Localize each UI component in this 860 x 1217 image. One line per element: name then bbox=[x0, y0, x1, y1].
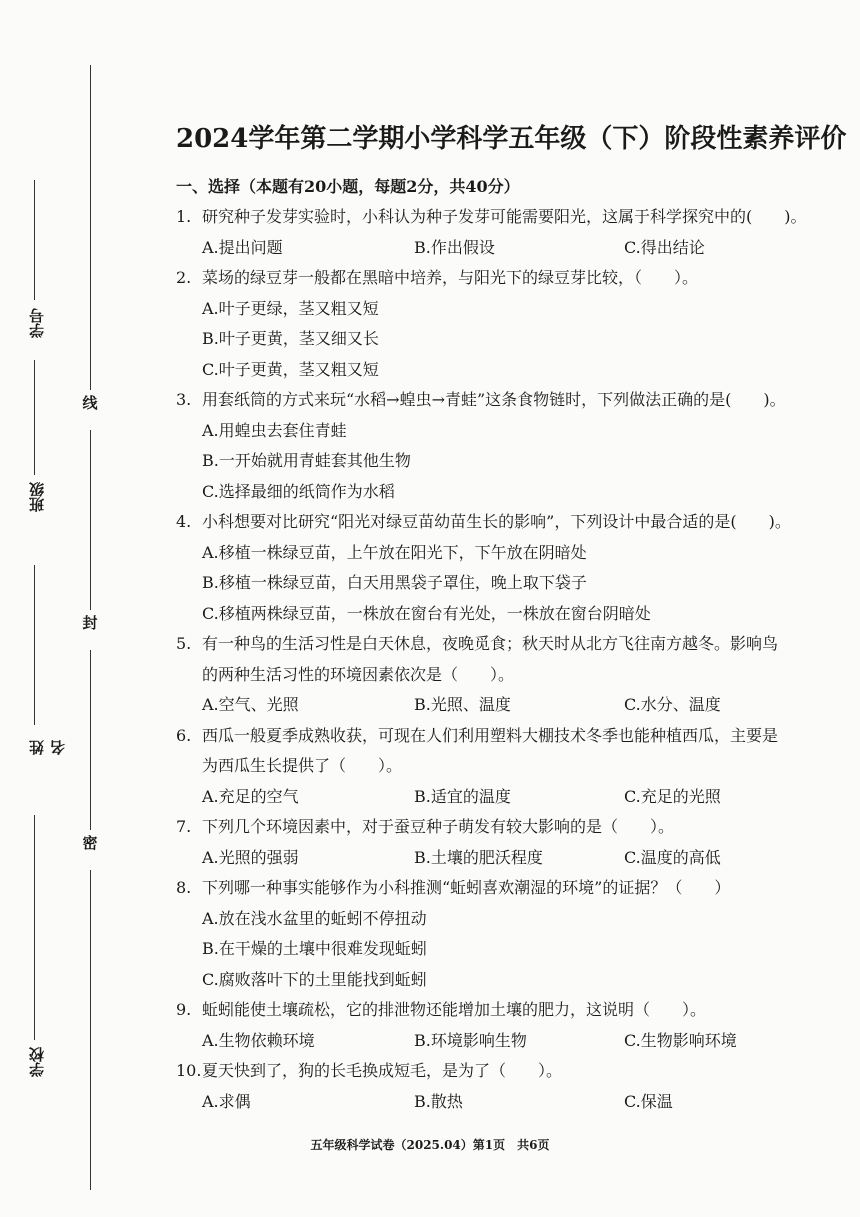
question-number: 6. bbox=[176, 725, 192, 745]
class-field bbox=[22, 360, 48, 520]
school-field bbox=[22, 815, 48, 1085]
student-id-field bbox=[22, 180, 48, 350]
answer-option[interactable]: B.作出假设 bbox=[414, 237, 495, 257]
answer-option[interactable]: C.移植两株绿豆苗，一株放在窗台有光处，一株放在窗台阴暗处 bbox=[202, 603, 651, 623]
question-10 bbox=[176, 1056, 826, 1087]
name-label: 姓名 bbox=[28, 740, 67, 755]
answer-option[interactable]: A.光照的强弱 bbox=[202, 847, 299, 867]
answer-option[interactable]: C.得出结论 bbox=[624, 237, 705, 257]
answer-option[interactable]: B.叶子更黄，茎又细又长 bbox=[202, 329, 379, 348]
question-number: 4. bbox=[176, 512, 192, 531]
question-text: 下列几个环境因素中，对于蚕豆种子萌发有较大影响的是（ ）。 bbox=[202, 817, 675, 836]
answer-option[interactable]: A.生物依赖环境 bbox=[202, 1030, 315, 1050]
answer-option[interactable]: B.土壤的肥沃程度 bbox=[414, 847, 543, 867]
option-row bbox=[176, 782, 826, 813]
answer-option[interactable]: C.温度的高低 bbox=[624, 847, 721, 867]
answer-option[interactable]: C.保温 bbox=[624, 1091, 673, 1111]
question-text: 有一种鸟的生活习性是白天休息，夜晚觅食；秋天时从北方飞往南方越冬。影响鸟 bbox=[202, 634, 779, 653]
question-number: 3. bbox=[176, 390, 192, 409]
student-id-underline[interactable] bbox=[34, 180, 35, 300]
answer-option[interactable]: C.水分、温度 bbox=[624, 695, 721, 714]
name-underline[interactable] bbox=[34, 565, 35, 725]
option-row bbox=[176, 843, 826, 874]
class-label: 班级 bbox=[28, 482, 46, 512]
answer-option[interactable]: B.散热 bbox=[414, 1091, 463, 1111]
seal-line-segment bbox=[90, 650, 91, 830]
seal-line-segment bbox=[90, 65, 91, 390]
answer-option[interactable]: C.生物影响环境 bbox=[624, 1030, 737, 1050]
answer-option[interactable]: A.叶子更绿，茎又粗又短 bbox=[202, 298, 379, 318]
answer-option[interactable]: B.在干燥的土壤中很难发现蚯蚓 bbox=[202, 939, 427, 958]
question-6 bbox=[176, 721, 826, 752]
school-label: 学校 bbox=[28, 1047, 46, 1077]
seal-char-xian: 线 bbox=[82, 394, 98, 412]
page-footer: 五年级科学试卷（2025.04）第1页 共6页 bbox=[310, 1138, 550, 1152]
question-list bbox=[176, 202, 826, 1117]
question-text: 下列哪一种事实能够作为小科推测“蚯蚓喜欢潮湿的环境”的证据？（ ） bbox=[202, 878, 731, 897]
seal-line-segment bbox=[90, 430, 91, 610]
answer-option[interactable]: A.求偶 bbox=[202, 1091, 251, 1111]
question-number: 9. bbox=[176, 1000, 192, 1019]
question-8 bbox=[176, 873, 826, 904]
answer-option[interactable]: C.腐败落叶下的土里能找到蚯蚓 bbox=[202, 969, 427, 989]
question-1 bbox=[176, 202, 826, 233]
question-number: 8. bbox=[176, 878, 192, 897]
question-9 bbox=[176, 995, 826, 1026]
binding-margin bbox=[0, 0, 120, 1217]
question-number: 2. bbox=[176, 268, 192, 287]
question-7 bbox=[176, 812, 826, 843]
answer-option[interactable]: A.空气、光照 bbox=[202, 695, 299, 714]
name-field bbox=[22, 565, 67, 755]
question-number: 10. bbox=[176, 1061, 202, 1080]
answer-option[interactable]: A.放在浅水盆里的蚯蚓不停扭动 bbox=[202, 908, 427, 928]
section-heading: 一、选择（本题有20小题，每题2分，共40分） bbox=[176, 177, 520, 196]
question-text: 菜场的绿豆芽一般都在黑暗中培养，与阳光下的绿豆芽比较，（ ）。 bbox=[202, 268, 699, 287]
question-text: 夏天快到了，狗的长毛换成短毛，是为了（ ）。 bbox=[202, 1061, 563, 1080]
question-4 bbox=[176, 507, 826, 538]
question-text: 小科想要对比研究“阳光对绿豆苗幼苗生长的影响”，下列设计中最合适的是( )。 bbox=[202, 512, 791, 531]
answer-option[interactable]: B.光照、温度 bbox=[414, 695, 511, 714]
question-2 bbox=[176, 263, 826, 294]
seal-char-mi: 密 bbox=[82, 834, 98, 852]
class-underline[interactable] bbox=[34, 360, 35, 475]
question-area bbox=[176, 172, 826, 1117]
answer-option[interactable]: C.叶子更黄，茎又粗又短 bbox=[202, 359, 379, 379]
answer-option[interactable]: B.一开始就用青蛙套其他生物 bbox=[202, 451, 411, 470]
answer-option[interactable]: B.适宜的温度 bbox=[414, 786, 511, 806]
question-number: 1. bbox=[176, 207, 192, 226]
seal-char-feng: 封 bbox=[82, 614, 98, 632]
answer-option[interactable]: A.充足的空气 bbox=[202, 786, 299, 806]
option-row bbox=[176, 690, 826, 721]
question-text: 蚯蚓能使土壤疏松，它的排泄物还能增加土壤的肥力，这说明（ ）。 bbox=[202, 1000, 707, 1019]
exam-title: 2024学年第二学期小学科学五年级（下）阶段性素养评价 bbox=[176, 124, 847, 154]
question-text-continued: 为西瓜生长提供了（ ）。 bbox=[202, 756, 403, 775]
option-row bbox=[176, 1087, 826, 1118]
question-3 bbox=[176, 385, 826, 416]
option-row bbox=[176, 233, 826, 264]
question-text-continued: 的两种生活习性的环境因素依次是（ ）。 bbox=[202, 664, 515, 684]
student-id-label: 学号 bbox=[28, 308, 46, 338]
question-text: 用套纸筒的方式来玩“水稻→蝗虫→青蛙”这条食物链时，下列做法正确的是( )。 bbox=[202, 390, 786, 409]
answer-option[interactable]: A.用蝗虫去套住青蛙 bbox=[202, 420, 347, 440]
question-number: 5. bbox=[176, 634, 192, 653]
answer-option[interactable]: A.移植一株绿豆苗，上午放在阳光下，下午放在阴暗处 bbox=[202, 542, 587, 562]
answer-option[interactable]: C.选择最细的纸筒作为水稻 bbox=[202, 481, 395, 501]
answer-option[interactable]: B.环境影响生物 bbox=[414, 1030, 527, 1050]
school-underline[interactable] bbox=[34, 815, 35, 1040]
answer-option[interactable]: C.充足的光照 bbox=[624, 786, 721, 806]
question-5 bbox=[176, 629, 826, 660]
question-number: 7. bbox=[176, 817, 192, 836]
answer-option[interactable]: A.提出问题 bbox=[202, 237, 283, 257]
question-text: 研究种子发芽实验时，小科认为种子发芽可能需要阳光，这属于科学探究中的( )。 bbox=[202, 207, 807, 226]
answer-option[interactable]: B.移植一株绿豆苗，白天用黑袋子罩住，晚上取下袋子 bbox=[202, 573, 587, 592]
question-text: 西瓜一般夏季成熟收获，可现在人们利用塑料大棚技术冬季也能种植西瓜，主要是 bbox=[202, 725, 779, 745]
option-row bbox=[176, 1026, 826, 1057]
